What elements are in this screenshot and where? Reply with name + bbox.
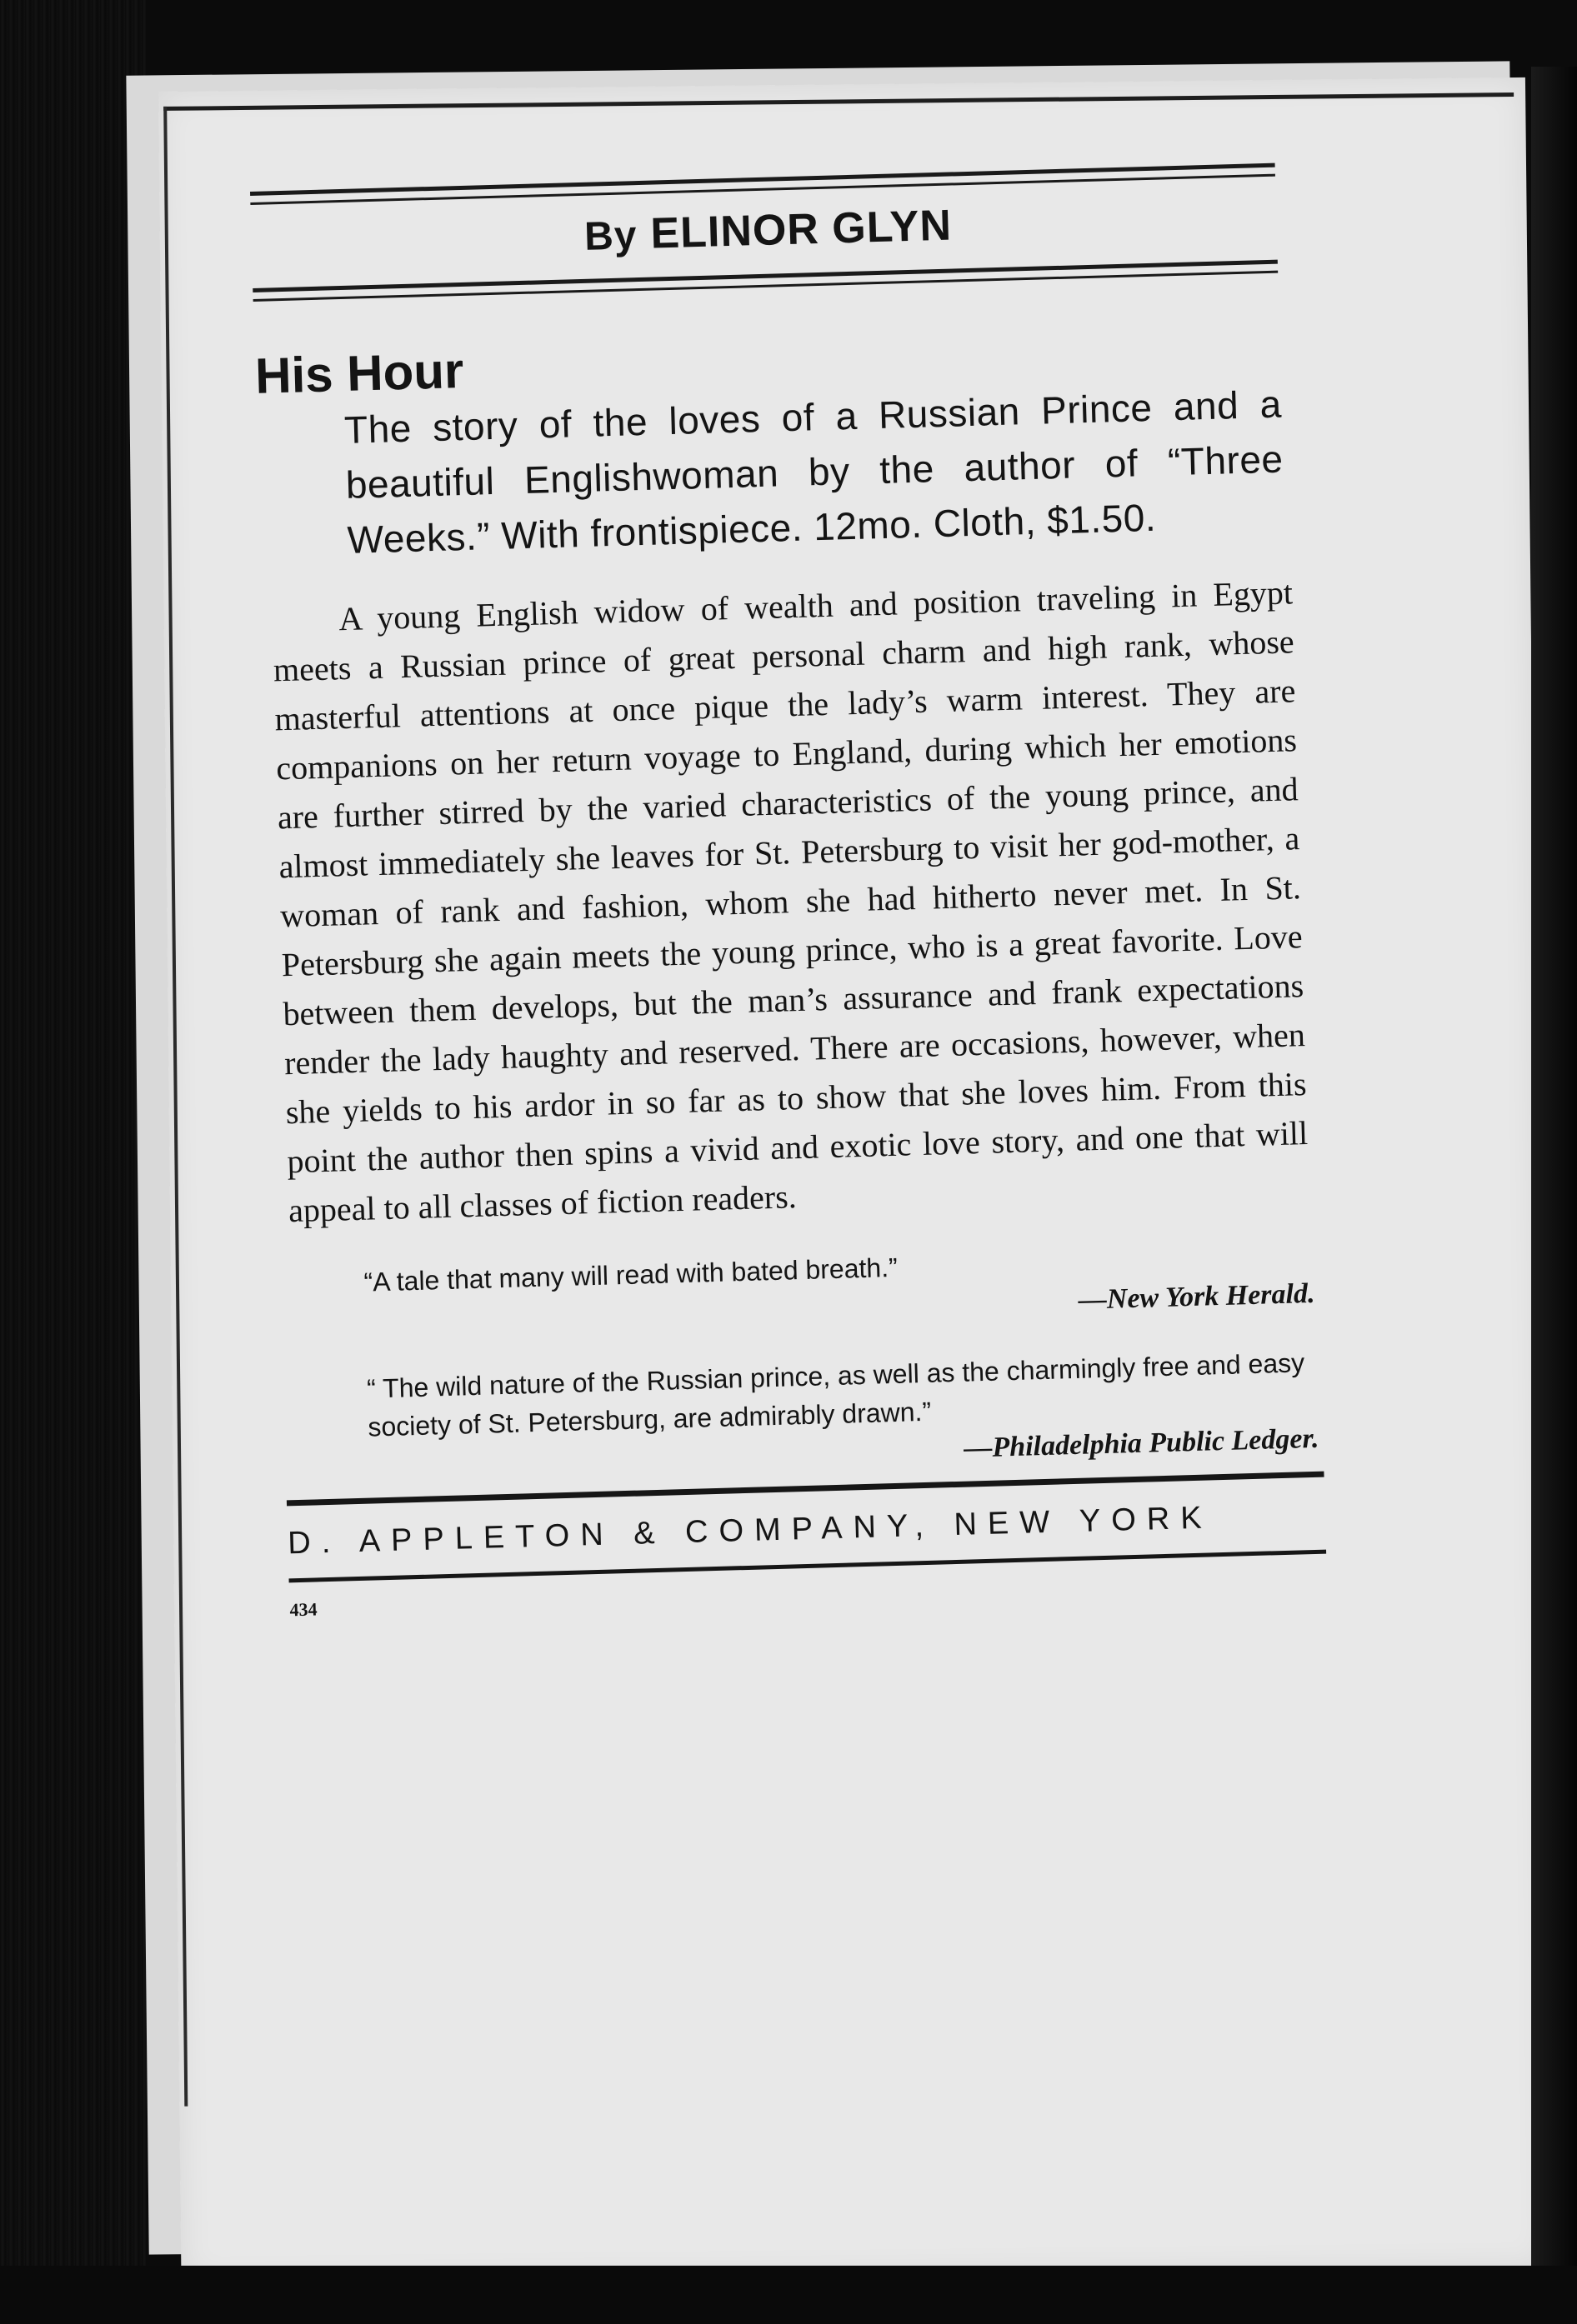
review-source: —New York Herald. [1078, 1277, 1315, 1316]
review-1 [280, 1237, 1315, 1342]
review-source: —Philadelphia Public Ledger. [963, 1422, 1319, 1464]
author-heading [251, 191, 1285, 270]
review-2 [283, 1343, 1319, 1487]
page-number: 434 [289, 1598, 318, 1621]
scanner-right-shadow [1531, 67, 1577, 2275]
scanner-bottom-band [0, 2266, 1577, 2324]
book-title: His Hour [254, 342, 465, 404]
header-rule-bottom [253, 260, 1278, 302]
scanner-left-edge [0, 0, 146, 2324]
book-blurb: The story of the loves of a Russian Prince and a beautiful Englishwoman by the author of “Three Weeks.” With frontispiece. 12mo. Cloth, $1.50. [343, 382, 1284, 562]
page-frame-top [163, 92, 1514, 111]
advertisement-content [250, 162, 1323, 1621]
publisher-imprint: D. APPLETON & COMPANY, NEW YORK [287, 1500, 1214, 1562]
book-description: A young English widow of wealth and position traveling in Egypt meets a Russian prince of great personal charm and high rank, whose masterful attentions at once pique the lady’s warm interest. They are companions on her return voyage to England, during which her emotions are further stirred by the varied characteristics of the young prince, and almost immediately she leaves for St. Petersburg to visit her god-mother, a woman of rank and fashion, whom she had hitherto never met. In St. Petersburg she again meets the young prince, who is a great favorite. Love between them develops, but the man’s assurance and frank expectations render the lady haughty and reserved. There are occasions, however, when she yields to his ardor in so far as to show that she loves him. From this point the author then spins a vivid and exotic love story, and one that will appeal to all classes of fiction readers. [273, 573, 1309, 1230]
author-by: By [583, 213, 638, 259]
review-quote: “A tale that many will read with bated breath.” [363, 1252, 899, 1297]
review-quote: “ The wild nature of the Russian prince, as well as the charmingly free and easy society of St. Petersburg, are admirably drawn.” [366, 1347, 1305, 1442]
author-name: ELINOR GLYN [649, 201, 953, 258]
